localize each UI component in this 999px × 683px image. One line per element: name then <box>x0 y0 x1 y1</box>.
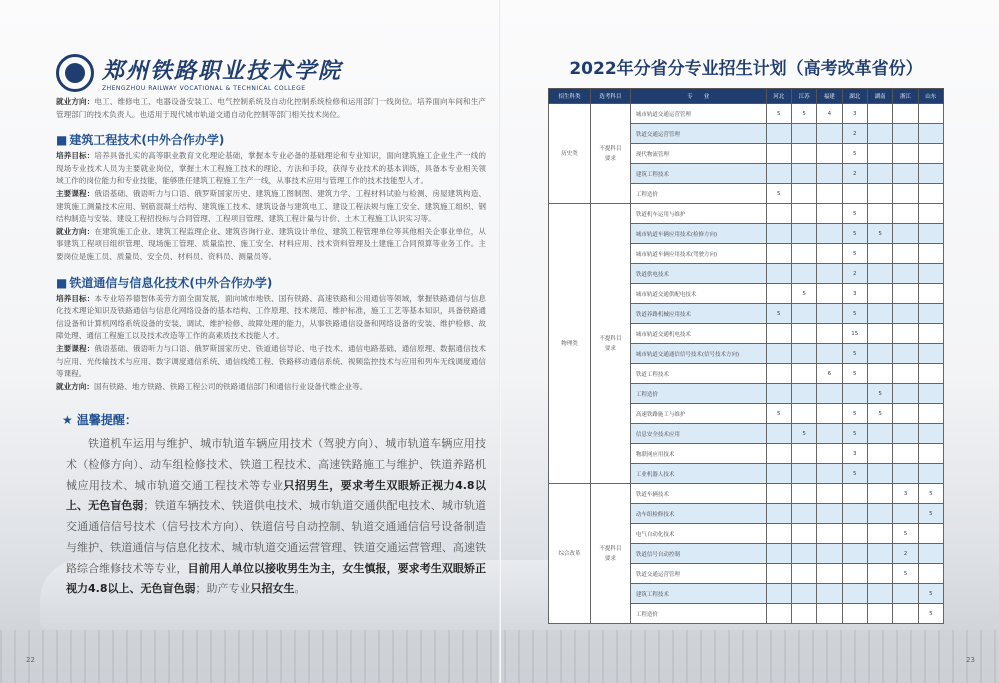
quota-cell: 5 <box>842 364 867 384</box>
quota-cell <box>791 344 816 364</box>
column-header: 福建 <box>817 89 842 104</box>
quota-cell <box>893 304 918 324</box>
quota-cell <box>791 324 816 344</box>
quota-cell <box>817 424 842 444</box>
quota-cell <box>893 284 918 304</box>
quota-cell: 5 <box>842 144 867 164</box>
college-name-cn: 郑州铁路职业技术学院 <box>102 58 343 84</box>
quota-cell <box>766 604 791 624</box>
quota-cell: 5 <box>766 304 791 324</box>
quota-cell <box>817 324 842 344</box>
section-title: ■ 铁道通信与信息化技术(中外合作办学) <box>56 274 486 291</box>
quota-cell: 2 <box>842 164 867 184</box>
major-cell: 城市轨道交通运营管理 <box>630 104 766 124</box>
para-label: 主要课程： <box>56 343 95 353</box>
quota-cell <box>766 244 791 264</box>
quota-cell <box>791 184 816 204</box>
quota-cell <box>817 484 842 504</box>
section-paragraph <box>56 381 486 394</box>
quota-cell <box>918 424 943 444</box>
quota-cell: 5 <box>918 504 943 524</box>
major-cell: 建筑工程技术 <box>630 584 766 604</box>
quota-cell <box>842 604 867 624</box>
quota-cell <box>893 104 918 124</box>
b: 只招男生，要求考生双眼矫正视力4.8以上、无色盲色弱 <box>66 478 486 513</box>
quota-cell: 5 <box>842 344 867 364</box>
quota-cell <box>842 564 867 584</box>
quota-cell: 5 <box>766 184 791 204</box>
column-header: 湖南 <box>867 89 892 104</box>
quota-cell <box>817 184 842 204</box>
quota-cell <box>817 124 842 144</box>
quota-cell <box>817 204 842 224</box>
quota-cell <box>817 444 842 464</box>
category-cell: 综合改革 <box>549 484 591 624</box>
quota-cell <box>867 104 892 124</box>
b: 只招女生 <box>250 582 295 596</box>
quota-cell <box>766 484 791 504</box>
quota-cell <box>893 604 918 624</box>
major-cell: 信息安全技术应用 <box>630 424 766 444</box>
left-page <box>56 50 486 600</box>
quota-cell <box>791 304 816 324</box>
quota-cell: 4 <box>817 104 842 124</box>
quota-cell: 5 <box>867 224 892 244</box>
page-number-left: 22 <box>26 656 35 664</box>
quota-cell <box>842 544 867 564</box>
subject-cell: 不提科目要求 <box>590 104 630 204</box>
quota-cell: 5 <box>918 604 943 624</box>
major-cell: 物联网应用技术 <box>630 444 766 464</box>
para-text: 国有铁路、地方铁路、铁路工程公司的铁路通信部门和通信行业设备代维企业等。 <box>93 381 368 391</box>
quota-cell: 3 <box>842 444 867 464</box>
quota-cell <box>918 324 943 344</box>
quota-cell <box>817 524 842 544</box>
quota-cell <box>918 224 943 244</box>
major-cell: 铁道机车运用与维护 <box>630 204 766 224</box>
quota-cell <box>893 124 918 144</box>
quota-cell <box>918 244 943 264</box>
quota-cell <box>791 164 816 184</box>
quota-cell <box>893 384 918 404</box>
quota-cell <box>893 164 918 184</box>
quota-cell: 15 <box>842 324 867 344</box>
quota-cell <box>791 224 816 244</box>
para-text: 在建筑施工企业、建筑工程监理企业、建筑咨询行业、建筑设计单位、建筑工程管理单位等其他相关企事业单位，从事建筑工程项目组织管理、现场施工管理、质量监控、施工安全、材料应用、技术资料管理及土建施工合同预算等业务工作。主要岗位是施工员、质量员、安全员、材料员、资料员、测量员等。 <box>56 226 486 261</box>
quota-cell <box>918 344 943 364</box>
quota-cell <box>918 304 943 324</box>
major-cell: 铁道供电技术 <box>630 264 766 284</box>
section-paragraph <box>56 343 486 381</box>
quota-cell <box>918 444 943 464</box>
quota-cell: 5 <box>893 564 918 584</box>
quota-cell <box>918 184 943 204</box>
quota-cell <box>791 524 816 544</box>
section-paragraph <box>56 188 486 226</box>
quota-cell <box>867 364 892 384</box>
quota-cell <box>893 264 918 284</box>
quota-cell <box>893 424 918 444</box>
quota-cell <box>893 464 918 484</box>
quota-cell <box>791 364 816 384</box>
quota-cell: 5 <box>842 224 867 244</box>
t: ；助产专业 <box>195 582 251 596</box>
quota-cell: 3 <box>842 104 867 124</box>
quota-cell <box>766 424 791 444</box>
quota-cell <box>842 504 867 524</box>
column-header: 江苏 <box>791 89 816 104</box>
major-cell: 电气自动化技术 <box>630 524 766 544</box>
quota-cell <box>842 384 867 404</box>
subject-cell: 不提科目要求 <box>590 204 630 484</box>
quota-cell <box>766 384 791 404</box>
quota-cell <box>791 544 816 564</box>
t: 。 <box>294 582 306 596</box>
quota-cell <box>867 304 892 324</box>
quota-cell: 5 <box>791 424 816 444</box>
quota-cell: 5 <box>842 464 867 484</box>
page-number-right: 23 <box>966 656 975 664</box>
quota-cell <box>867 504 892 524</box>
quota-cell <box>893 444 918 464</box>
major-cell: 工程造价 <box>630 604 766 624</box>
major-cell: 动车组检修技术 <box>630 504 766 524</box>
quota-cell <box>817 344 842 364</box>
quota-cell <box>842 584 867 604</box>
para-label: 就业方向： <box>56 226 95 236</box>
quota-cell <box>817 404 842 424</box>
column-header: 湖北 <box>842 89 867 104</box>
quota-cell <box>867 564 892 584</box>
major-cell: 铁道工程技术 <box>630 364 766 384</box>
quota-cell: 5 <box>842 244 867 264</box>
quota-cell <box>791 144 816 164</box>
quota-cell: 5 <box>867 404 892 424</box>
quota-cell <box>766 324 791 344</box>
quota-cell <box>817 224 842 244</box>
quota-cell <box>918 524 943 544</box>
quota-cell: 5 <box>842 204 867 224</box>
quota-cell <box>817 244 842 264</box>
quota-cell <box>817 144 842 164</box>
quota-cell <box>867 544 892 564</box>
quota-cell <box>791 564 816 584</box>
quota-cell <box>867 144 892 164</box>
quota-cell <box>766 504 791 524</box>
para-text: 俄语基础、俄语听力与口语、俄罗斯国家历史、建筑施工图制图、建筑力学、工程材料试验与检测、房屋建筑构造、建筑施工测量技术应用、钢筋混凝土结构、建筑施工技术、建筑设备与建筑电工、建设工程法规与施工安全、建筑施工组织、钢结构制造与安装、建设工程招投标与合同管理、工程项目管理、建筑工程计量与计价、土木工程施工认识实习等。 <box>56 188 486 224</box>
quota-cell <box>791 444 816 464</box>
quota-cell <box>867 184 892 204</box>
quota-cell <box>918 464 943 484</box>
quota-cell <box>867 424 892 444</box>
section-paragraph <box>56 150 486 188</box>
section-paragraph <box>56 293 486 343</box>
college-logo <box>56 50 486 96</box>
quota-cell <box>867 164 892 184</box>
quota-cell <box>842 524 867 544</box>
quota-cell <box>893 244 918 264</box>
quota-cell <box>893 324 918 344</box>
quota-cell: 2 <box>842 264 867 284</box>
table-row <box>549 484 944 504</box>
quota-cell <box>893 344 918 364</box>
column-header: 浙江 <box>893 89 918 104</box>
major-cell: 工程造价 <box>630 184 766 204</box>
quota-cell: 3 <box>842 284 867 304</box>
page-fold <box>499 0 501 683</box>
category-cell: 物理类 <box>549 204 591 484</box>
quota-cell: 5 <box>842 424 867 444</box>
quota-cell: 5 <box>842 304 867 324</box>
quota-cell <box>867 264 892 284</box>
quota-cell <box>893 404 918 424</box>
quota-cell <box>867 204 892 224</box>
quota-cell <box>867 484 892 504</box>
quota-cell: 5 <box>918 584 943 604</box>
label: 就业方向： <box>56 97 95 106</box>
major-cell: 建筑工程技术 <box>630 164 766 184</box>
para-text: 俄语基础、俄语听力与口语、俄罗斯国家历史、铁道通信导论、电子技术、通信电路基础、通信原理、数据通信技术与应用、光传输技术与应用、数字调度通信系统、通信线缆工程、铁路移动通信系统、视频监控技术与应用和列车无线调度通信等课程。 <box>56 343 486 379</box>
quota-cell <box>791 124 816 144</box>
quota-cell <box>766 344 791 364</box>
quota-cell <box>918 364 943 384</box>
major-cell: 铁道车辆技术 <box>630 484 766 504</box>
reminder-title: ★ 温馨提醒： <box>62 413 137 428</box>
quota-cell <box>867 124 892 144</box>
quota-cell <box>766 204 791 224</box>
quota-cell <box>867 344 892 364</box>
t: 铁道机车运用与维护、城市轨道车辆应用技术（驾驶方向）、城市轨道车辆应用技术（检修方向）、动车组检修技术、铁道工程技术、高速铁路施工与维护、铁道养路机械应用技术、城市轨道交通工程技术等专业 <box>66 437 486 492</box>
quota-cell: 6 <box>817 364 842 384</box>
quota-cell: 2 <box>893 544 918 564</box>
quota-cell <box>766 264 791 284</box>
quota-cell <box>817 304 842 324</box>
quota-cell: 5 <box>893 524 918 544</box>
quota-cell <box>893 204 918 224</box>
quota-cell <box>766 124 791 144</box>
major-cell: 铁道养路机械应用技术 <box>630 304 766 324</box>
major-cell: 工业机器人技术 <box>630 464 766 484</box>
major-cell: 城市轨道交通机电技术 <box>630 324 766 344</box>
quota-cell <box>918 384 943 404</box>
college-seal-icon <box>56 54 94 92</box>
quota-cell <box>867 604 892 624</box>
quota-cell: 2 <box>842 124 867 144</box>
quota-cell <box>791 244 816 264</box>
quota-cell: 5 <box>791 284 816 304</box>
intro-paragraph <box>56 96 486 121</box>
quota-cell <box>867 464 892 484</box>
para-label: 培养目标： <box>56 151 95 161</box>
para-label: 主要课程： <box>56 188 95 198</box>
quota-cell <box>817 284 842 304</box>
quota-cell: 5 <box>766 104 791 124</box>
quota-cell <box>817 504 842 524</box>
major-cell: 现代物流管理 <box>630 144 766 164</box>
quota-cell: 3 <box>893 484 918 504</box>
table-row <box>549 204 944 224</box>
major-cell: 城市轨道交通供配电技术 <box>630 284 766 304</box>
quota-cell <box>893 364 918 384</box>
para-label: 培养目标： <box>56 293 95 303</box>
quota-cell <box>918 404 943 424</box>
quota-cell <box>867 324 892 344</box>
quota-cell <box>918 104 943 124</box>
quota-cell <box>893 584 918 604</box>
quota-cell <box>918 164 943 184</box>
major-cell: 铁道交通运营管理 <box>630 124 766 144</box>
major-cell: 铁道信号自动控制 <box>630 544 766 564</box>
quota-cell <box>867 284 892 304</box>
column-header: 山东 <box>918 89 943 104</box>
quota-cell <box>766 164 791 184</box>
major-cell: 工程造价 <box>630 384 766 404</box>
quota-cell <box>791 404 816 424</box>
quota-cell <box>766 584 791 604</box>
college-name-en: ZHENGZHOU RAILWAY VOCATIONAL & TECHNICAL COLLEGE <box>102 85 306 92</box>
quota-cell <box>791 384 816 404</box>
quota-cell <box>766 364 791 384</box>
quota-cell <box>791 204 816 224</box>
quota-cell: 5 <box>766 404 791 424</box>
column-header: 河北 <box>766 89 791 104</box>
quota-cell <box>766 144 791 164</box>
major-cell: 城市轨道车辆应用技术(检修方向) <box>630 224 766 244</box>
quota-cell <box>918 264 943 284</box>
quota-cell <box>867 584 892 604</box>
quota-cell <box>918 544 943 564</box>
para-text: 培养具备扎实的高等职业教育文化理论基础，掌握本专业必备的基础理论和专业知识，面向建筑施工企业生产一线的现场专业技术人员为主要就业岗位，掌握土木工程施工技术的理论、方法和手段，获得专业技术的基本训练，具备本专业相关领域工作的岗位能力和专业技能，能够胜任建筑工程施工生产一线，从事技术应用与管理工作的技术技能型人才。 <box>56 151 486 186</box>
t: ；铁道车辆技术、铁道供电技术、城市轨道交通供配电技术、城市轨道交通通信信号技术（信号技术方向）、铁道信号自动控制、轨道交通通信信号设备制造与维护、铁道通信与信息化技术、城市轨道交通运营管理、铁道交通运营管理、高速铁路综合维修技术等专业， <box>66 499 487 575</box>
quota-cell <box>842 184 867 204</box>
quota-cell <box>867 444 892 464</box>
quota-cell <box>817 264 842 284</box>
column-header: 专 业 <box>630 89 766 104</box>
enrollment-table <box>548 88 944 624</box>
quota-cell <box>918 284 943 304</box>
section-title: ■ 建筑工程技术(中外合作办学) <box>56 131 486 148</box>
plan-title: 2022年分省分专业招生计划（高考改革省份） <box>569 59 923 79</box>
quota-cell <box>791 504 816 524</box>
major-cell: 城市轨道交通通信信号技术(信号技术方向) <box>630 344 766 364</box>
quota-cell <box>893 224 918 244</box>
major-cell: 城市轨道车辆应用技术(驾驶方向) <box>630 244 766 264</box>
quota-cell <box>766 224 791 244</box>
para-label: 就业方向： <box>56 381 94 391</box>
subject-cell: 不提科目要求 <box>590 484 630 624</box>
quota-cell <box>918 144 943 164</box>
section-paragraph <box>56 226 486 264</box>
quota-cell <box>918 124 943 144</box>
reminder <box>56 411 486 600</box>
quota-cell: 5 <box>867 384 892 404</box>
quota-cell: 5 <box>791 104 816 124</box>
column-header: 招生科类 <box>549 89 591 104</box>
quota-cell <box>817 564 842 584</box>
quota-cell <box>893 504 918 524</box>
quota-cell <box>867 244 892 264</box>
quota-cell <box>791 584 816 604</box>
para-text: 本专业培养德智体美劳方面全面发展，面向城市地铁、国有铁路、高速铁路和公用通信等领域，掌握铁路通信与信息化技术理论知识及铁路通信与信息化网络设备的基本结构、工作原理、技术规范、维护标准，施工工艺等基本知识，具备铁路通信设备和计算机网络系统设备的安装、调试、维护检修、故障处理的能力，从事铁路通信设备和网络设备的安装、维护检修、故障处理、通信工程施工以及技术改造等工作的高素质技术技能人才。 <box>56 293 486 341</box>
quota-cell <box>766 564 791 584</box>
quota-cell: 5 <box>918 484 943 504</box>
major-cell: 铁道交通运营管理 <box>630 564 766 584</box>
quota-cell <box>791 484 816 504</box>
quota-cell <box>817 584 842 604</box>
quota-cell <box>893 144 918 164</box>
quota-cell <box>918 204 943 224</box>
category-cell: 历史类 <box>549 104 591 204</box>
quota-cell <box>842 484 867 504</box>
column-header: 选考科目 <box>590 89 630 104</box>
quota-cell <box>791 264 816 284</box>
quota-cell <box>766 464 791 484</box>
quota-cell <box>893 184 918 204</box>
b: 目前用人单位以接收男生为主，女生慎报，要求考生双眼矫正视力4.8以上、无色盲色弱 <box>66 561 486 596</box>
quota-cell <box>791 464 816 484</box>
quota-cell <box>791 604 816 624</box>
quota-cell <box>817 384 842 404</box>
quota-cell <box>867 524 892 544</box>
quota-cell: 5 <box>842 404 867 424</box>
quota-cell <box>766 444 791 464</box>
quota-cell <box>817 464 842 484</box>
quota-cell <box>817 604 842 624</box>
text: 电工、维修电工、电器设备安装工、电气控制系统及自动化控制系统检修和运用部门一线岗位。培养面向车间和生产管理部门的技术负责人。也适用于现代城市轨道交通自动化控制等部门相关技术岗位。 <box>56 97 486 119</box>
quota-cell <box>817 544 842 564</box>
quota-cell <box>817 164 842 184</box>
table-row <box>549 104 944 124</box>
quota-cell <box>766 524 791 544</box>
quota-cell <box>766 284 791 304</box>
quota-cell <box>918 564 943 584</box>
major-cell: 高速铁路施工与维护 <box>630 404 766 424</box>
quota-cell <box>766 544 791 564</box>
reminder-text <box>56 434 486 600</box>
